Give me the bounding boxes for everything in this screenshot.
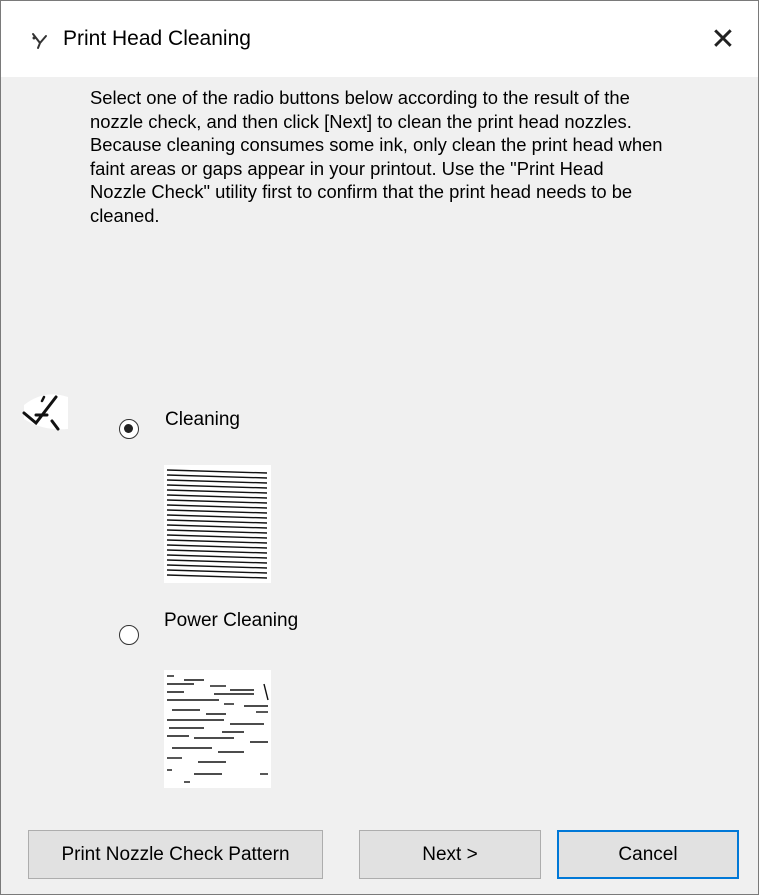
pattern-line [167,560,267,563]
nozzle-pattern-bad-icon [164,670,271,788]
power-cleaning-radio[interactable] [119,625,139,645]
power-cleaning-label[interactable]: Power Cleaning [164,610,299,631]
pattern-line [167,570,267,573]
print-nozzle-check-pattern-button[interactable]: Print Nozzle Check Pattern [28,830,323,879]
nozzle-pattern-good-icon [164,465,271,583]
pattern-line [167,555,267,558]
pattern-line [167,500,267,503]
pattern-line [167,475,267,478]
pattern-line [167,540,267,543]
instruction-line: cleaned. [90,204,160,226]
pattern-line [167,495,267,498]
cleaning-radio[interactable] [119,419,139,439]
pattern-line [167,505,267,508]
next-button[interactable]: Next > [359,830,541,879]
pattern-line [167,545,267,548]
pattern-line [167,470,267,473]
pattern-line [167,565,267,568]
instruction-line: nozzle check, and then click [Next] to clean the print head nozzles. [90,110,632,132]
pattern-line [167,550,267,553]
cleaning-label[interactable]: Cleaning [165,409,240,430]
pattern-line [167,530,267,533]
window-title: Print Head Cleaning [63,27,251,50]
close-icon: ✕ [710,21,736,57]
close-button[interactable] [688,1,758,77]
pattern-line [167,520,267,523]
pattern-line [264,684,268,700]
instruction-line: faint areas or gaps appear in your printout. Use the "Print Head [90,157,604,179]
pattern-line [167,525,267,528]
pattern-line [167,490,267,493]
pattern-line [167,480,267,483]
instruction-line: Nozzle Check" utility first to confirm that the print head needs to be [90,181,633,203]
print-head-cleaning-icon [22,391,72,431]
pattern-line [167,575,267,578]
instruction-line: Select one of the radio buttons below according to the result of the [90,87,630,108]
pattern-line [167,485,267,488]
pattern-line [167,510,267,513]
instruction-line: Because cleaning consumes some ink, only clean the print head when [90,134,663,156]
instructions-text [90,86,690,228]
title-bar [1,1,758,77]
pattern-line [167,515,267,518]
print-head-icon [29,29,51,51]
cancel-button[interactable]: Cancel [557,830,739,879]
pattern-line [167,535,267,538]
